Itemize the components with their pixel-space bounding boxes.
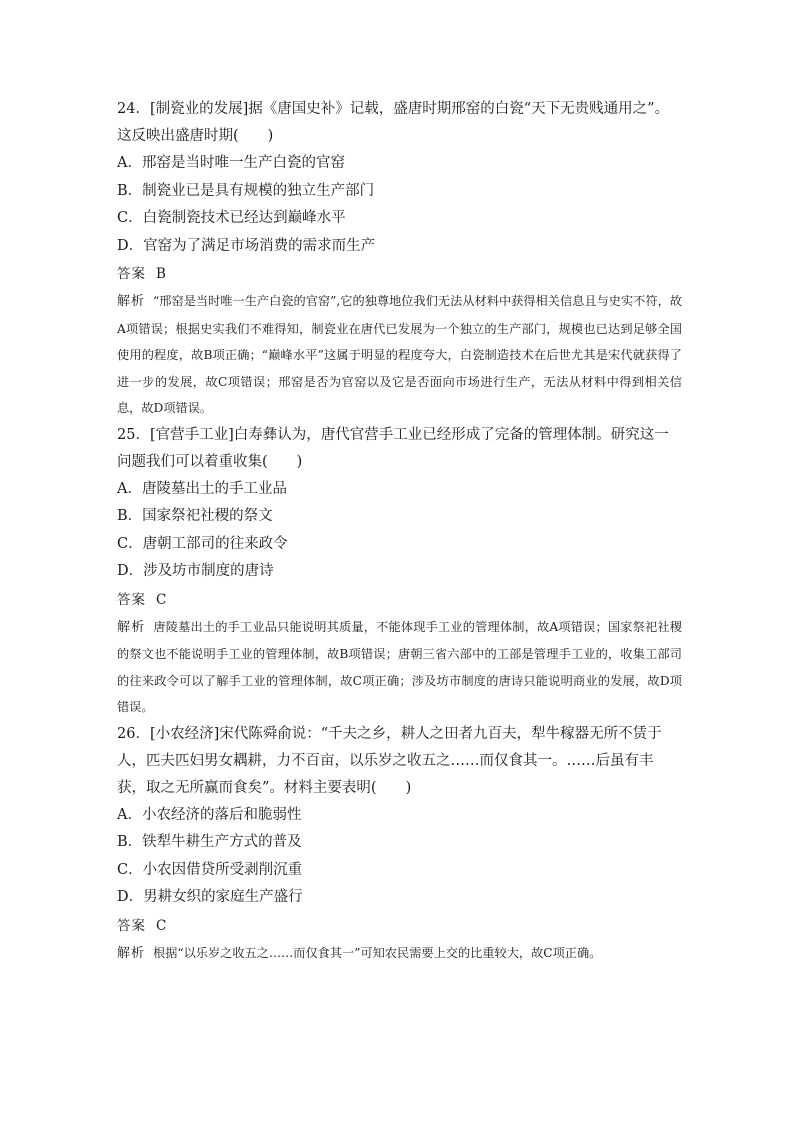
option-b: B．制瓷业已是具有规模的独立生产部门 (117, 182, 375, 199)
question-stem: 24．[制瓷业的发展]据《唐国史补》记载，盛唐时期邢窑的白瓷“天下无贵贱通用之”。这反映出盛唐时期( ) (117, 101, 670, 144)
analysis-paragraph (117, 940, 682, 968)
analysis-text: 根据“以乐岁之收五之……而仅食其一”可知农民需要上交的比重较大，故C项正确。 (153, 945, 602, 960)
option-a: A．唐陵墓出土的手工业品 (117, 480, 287, 497)
analysis-label: 解析 (117, 945, 146, 961)
analysis-paragraph (117, 288, 682, 422)
question-list (117, 96, 682, 967)
answer-value: B (156, 266, 166, 282)
option-d: D．男耕女织的家庭生产盛行 (117, 889, 303, 905)
option-b: B．铁犁牛耕生产方式的普及 (117, 834, 302, 850)
option-a: A．邢窑是当时唯一生产白瓷的官窑 (117, 155, 345, 171)
answer-label: 答案 (117, 591, 146, 608)
analysis-label: 解析 (117, 294, 146, 309)
option-b: B．国家祭祀社稷的祭文 (117, 508, 273, 524)
option-c: C．小农因借贷所受剥削沉重 (117, 861, 303, 878)
analysis-text: “邢窑是当时唯一生产白瓷的官窑”,它的独尊地位我们无法从材料中获得相关信息且与史实不符，故A项错误；根据史实我们不难得知，制瓷业在唐代已发展为一个独立的生产部门，规模也已达到足够全国使用的程度，故B项正确；“巅峰水平”这属于明显的程度夸大，白瓷制造技术在后世尤其是宋代就获得了进一步的发展，故C项错误；邢窑是否为官窑以及它是否面向市场进行生产，无法从材料中得到相关信息，故D项错误。 (117, 294, 682, 415)
option-d: D．官窑为了满足市场消费的需求而生产 (117, 237, 376, 254)
option-c: C．白瓷制瓷技术已经达到巅峰水平 (117, 210, 346, 226)
analysis-paragraph (117, 614, 682, 721)
answer-label: 答案 (117, 266, 146, 282)
answer-line (117, 586, 682, 614)
option-a: A．小农经济的落后和脆弱性 (117, 806, 302, 823)
option-c: C．唐朝工部司的往来政令 (117, 535, 288, 552)
answer-label: 答案 (117, 917, 146, 934)
question-stem: 26．[小农经济]宋代陈舜俞说：“千夫之乡，耕人之田者九百夫，犁牛稼器无所不赁于人，匹夫匹妇男女耦耕，力不百亩，以乐岁之收五之……而仅食其一。……后虽有丰获，取之无所赢而食矣”。材料主要表明( ) (117, 725, 662, 796)
question-25 (117, 422, 682, 721)
question-24 (117, 96, 682, 422)
answer-value: C (156, 917, 167, 934)
question-stem: 25．[官营手工业]白寿彝认为，唐代官营手工业已经形成了完备的管理体制。研究这一问题我们可以着重收集( ) (117, 426, 669, 470)
answer-line (117, 912, 682, 940)
answer-value: C (156, 591, 167, 608)
answer-line (117, 260, 682, 288)
option-d: D．涉及坊市制度的唐诗 (117, 563, 274, 579)
question-26 (117, 721, 682, 968)
analysis-label: 解析 (117, 619, 146, 635)
analysis-text: 唐陵墓出土的手工业品只能说明其质量，不能体现手工业的管理体制，故A项错误；国家祭祀社稷的祭文也不能说明手工业的管理体制，故B项错误；唐朝三省六部中的工部是管理手工业的，收集工部司的往来政令可以了解手工业的管理体制，故C项正确；涉及坊市制度的唐诗只能说明商业的发展，故D项错误。 (117, 619, 682, 714)
